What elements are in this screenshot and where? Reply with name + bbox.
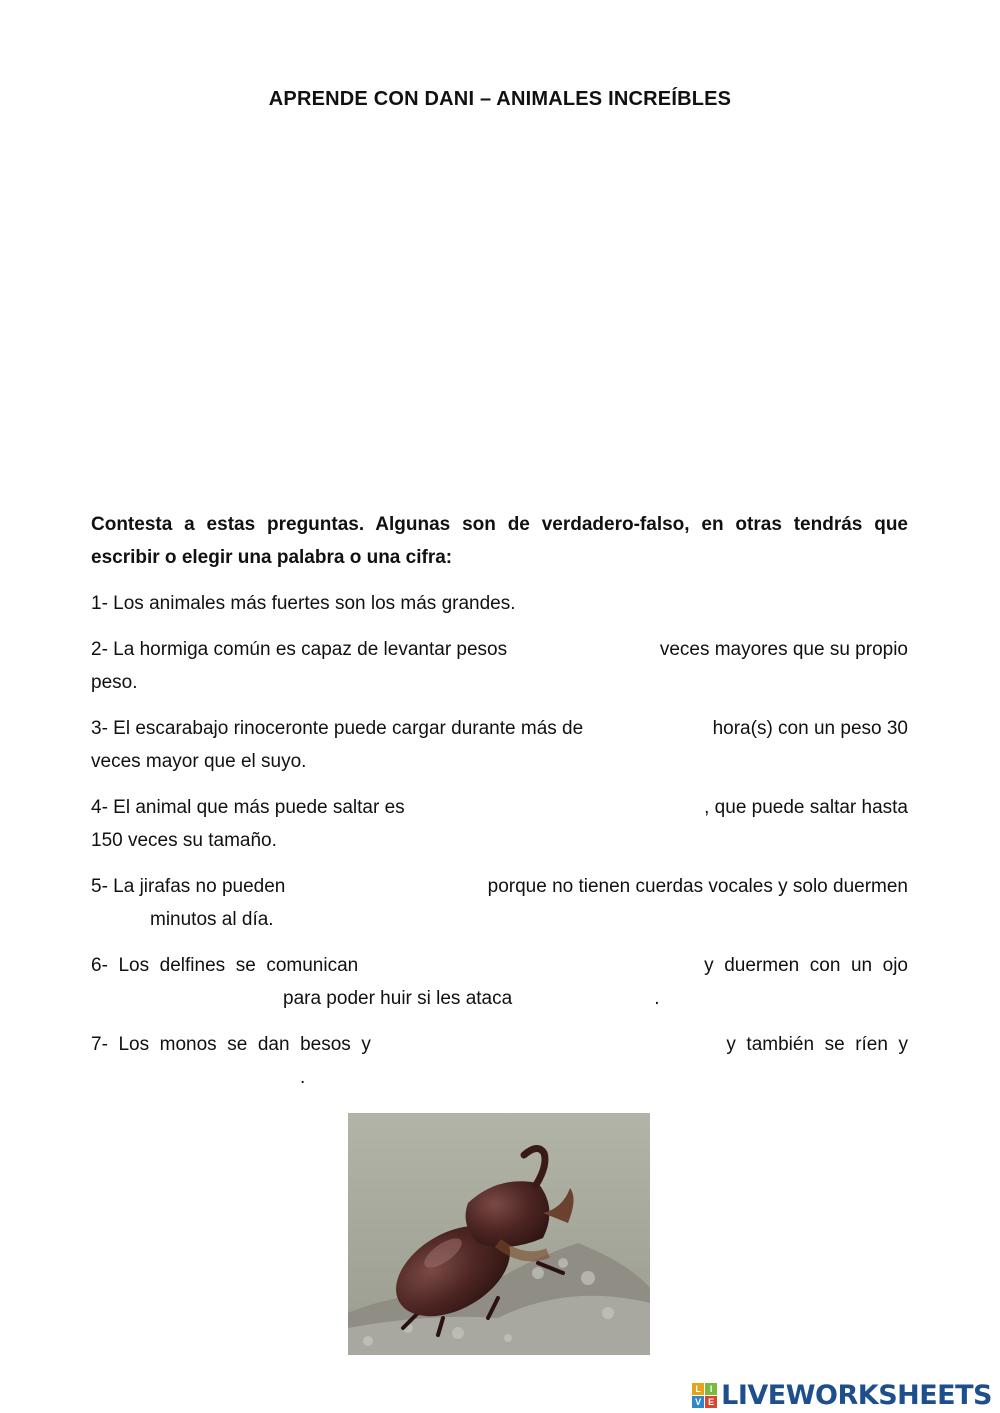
instructions: Contesta a estas preguntas. Algunas son de verdadero-falso, en otras tendrás que escribir o elegir una palabra o una cifra:	[91, 514, 908, 568]
page-title: APRENDE CON DANI – ANIMALES INCREÍBLES	[268, 88, 732, 110]
liveworksheets-logo	[692, 1378, 992, 1412]
question-5	[91, 870, 908, 936]
question-4	[91, 791, 908, 857]
question-6-text-b: y duermen con un ojo	[704, 955, 908, 976]
question-3-text-b: hora(s) con un peso 30	[712, 718, 908, 739]
question-2-text-a: 2- La hormiga común es capaz de levantar pesos	[91, 639, 508, 660]
worksheet-content	[91, 508, 908, 1107]
question-7-text-a: 7- Los monos se dan besos y	[91, 1034, 371, 1055]
question-7-text-c: .	[300, 1067, 306, 1088]
question-2-text-b: veces mayores que su propio	[659, 639, 908, 660]
question-6-text-a: 6- Los delfines se comunican	[91, 955, 359, 976]
question-6-text-d: .	[654, 988, 660, 1009]
question-1	[91, 587, 908, 620]
question-3-text-c: veces mayor que el suyo.	[91, 751, 307, 772]
question-5-text-b: porque no tienen cuerdas vocales y solo duermen	[487, 876, 908, 897]
question-6-text-c: para poder huir si les ataca	[283, 988, 513, 1009]
question-2	[91, 633, 908, 699]
question-3-text-a: 3- El escarabajo rinoceronte puede cargar durante más de	[91, 718, 584, 739]
question-1-text: 1- Los animales más fuertes son los más grandes.	[91, 593, 516, 614]
question-6	[91, 949, 908, 1015]
logo-mark-icon: L I V E	[692, 1383, 717, 1408]
beetle-photo	[348, 1113, 650, 1355]
question-4-text-c: 150 veces su tamaño.	[91, 830, 277, 851]
question-2-text-c: peso.	[91, 672, 138, 693]
question-4-text-a: 4- El animal que más puede saltar es	[91, 797, 405, 818]
question-5-text-c: minutos al día.	[150, 909, 274, 930]
question-7-text-b: y también se ríen y	[726, 1034, 908, 1055]
question-3	[91, 712, 908, 778]
logo-text: LIVEWORKSHEETS	[721, 1379, 992, 1411]
question-5-text-a: 5- La jirafas no pueden	[91, 876, 286, 897]
question-7	[91, 1028, 908, 1094]
question-4-text-b: , que puede saltar hasta	[704, 797, 908, 818]
